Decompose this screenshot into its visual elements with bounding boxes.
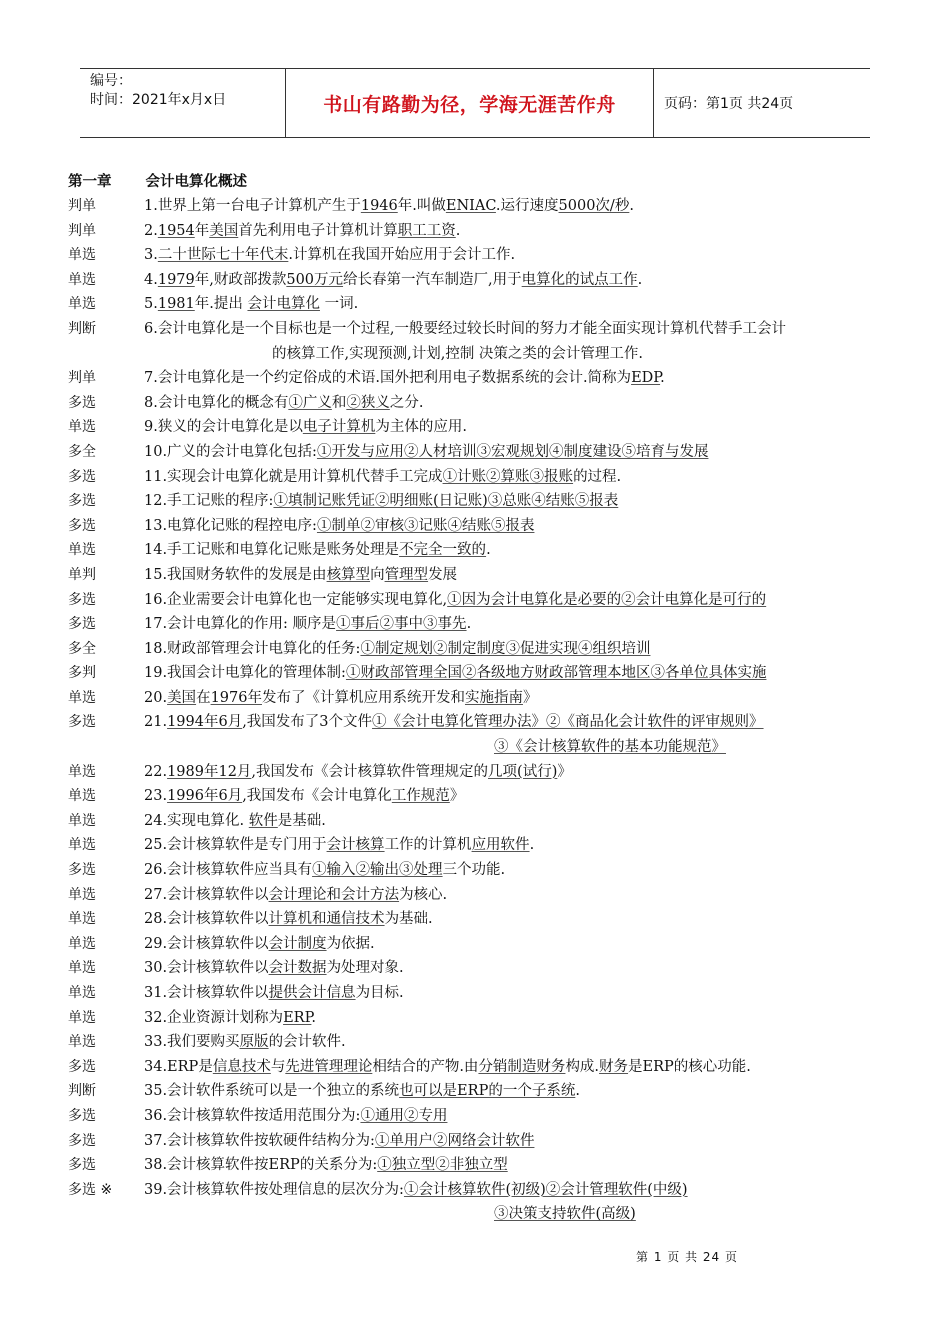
question-fragment: 年 (194, 222, 210, 239)
answer-underlined: 工作规范 (391, 788, 450, 805)
question-fragment: 24.实现电算化. (144, 812, 249, 829)
question-type: 多选 (68, 1157, 96, 1174)
question-list (68, 194, 908, 1227)
question-text (144, 858, 908, 883)
question-row (68, 563, 908, 588)
question-row (68, 1030, 908, 1055)
question-row (68, 661, 908, 686)
question-row (68, 219, 908, 244)
answer-underlined: ①制单②审核③记账④结账⑤报表 (316, 517, 535, 534)
question-text (144, 1030, 908, 1055)
question-type: 多选 (68, 616, 96, 633)
question-type: 单选 (68, 960, 96, 977)
question-fragment: . (311, 1009, 316, 1026)
question-fragment: 向 (370, 566, 385, 583)
question-fragment: 三个功能. (442, 862, 506, 879)
answer-underlined: 会计数据 (268, 960, 327, 977)
question-type: 多选 (68, 468, 96, 485)
question-text (144, 292, 908, 317)
question-text (144, 538, 908, 563)
question-text (144, 907, 908, 932)
question-row (68, 686, 908, 711)
question-fragment: 年.叫做 (397, 198, 446, 214)
question-fragment: 发布了《计算机应用系统开发和 (261, 689, 465, 706)
question-type: 单选 (68, 296, 96, 313)
chapter-number: 第一章 (68, 174, 112, 190)
question-fragment: 在 (196, 689, 211, 706)
question-type: 多选 (68, 1132, 96, 1149)
question-text (144, 563, 908, 588)
question-row (68, 637, 908, 662)
question-text (144, 760, 908, 785)
answer-underlined: 软件 (248, 812, 278, 829)
question-text (144, 833, 908, 858)
question-row (68, 342, 908, 367)
question-type: 多全 (68, 640, 96, 657)
question-row (68, 735, 908, 760)
question-fragment: 为核心. (399, 886, 448, 903)
question-text (144, 735, 908, 760)
question-type: 单选 (68, 689, 96, 706)
question-fragment: 构成. (565, 1058, 600, 1075)
answer-underlined: 职工工资 (397, 222, 456, 239)
answer-underlined: 应用软件 (471, 837, 530, 854)
question-fragment: 给长春第一汽车制造厂,用于 (343, 271, 522, 288)
question-text (144, 1055, 908, 1080)
question-fragment: 2. (144, 222, 158, 239)
answer-underlined: 会计理论和会计方法 (268, 886, 400, 903)
question-fragment: 5. (144, 296, 158, 313)
question-fragment: 27.会计核算软件以 (144, 886, 269, 903)
question-fragment: 年.提出 (194, 296, 248, 313)
question-fragment: 》 (522, 689, 538, 706)
question-text (144, 489, 908, 514)
question-fragment: ,我国发布了3个文件 (242, 714, 373, 731)
answer-underlined: 核算型 (326, 566, 371, 583)
question-fragment: 9.狭义的会计电算化是以 (144, 419, 303, 436)
question-text (144, 366, 908, 391)
question-type: 单选 (68, 788, 96, 805)
answer-underlined: ①开发与应用②人材培训③宏观规划④制度建设⑤培育与发展 (316, 443, 709, 460)
question-text (144, 1178, 908, 1203)
answer-underlined: 5000次/秒 (558, 198, 630, 214)
question-text (144, 194, 908, 219)
question-fragment: 39.会计核算软件按处理信息的层次分为: (144, 1181, 404, 1198)
question-fragment: 1.世界上第一台电子计算机产生于 (144, 198, 361, 214)
question-row (68, 489, 908, 514)
question-fragment: 首先利用电子计算机计算 (238, 222, 398, 239)
answer-underlined: ①填制记账凭证②明细账(日记账)③总账④结账⑤报表 (273, 493, 619, 510)
question-type: 判断 (68, 320, 96, 337)
question-text (144, 1079, 908, 1104)
answer-underlined: 信息技术 (212, 1058, 271, 1075)
header-motto: 书山有路勤为径，学海无涯苦作舟 (286, 69, 654, 137)
question-fragment: 4. (144, 271, 158, 288)
question-row (68, 1178, 908, 1203)
answer-underlined: 会计核算 (326, 837, 385, 854)
question-row (68, 391, 908, 416)
answer-underlined: 财务 (599, 1058, 629, 1075)
question-row (68, 710, 908, 735)
question-row (68, 514, 908, 539)
question-fragment: . (529, 837, 535, 854)
question-fragment: 发展 (428, 566, 458, 583)
question-fragment: 工作的计算机 (384, 837, 472, 854)
question-fragment: 22. (144, 763, 168, 780)
question-fragment: 7.会计电算化是一个约定俗成的术语.国外把利用电子数据系统的会计.简称为 (144, 370, 632, 387)
question-text (144, 465, 908, 490)
answer-underlined: 提供会计信息 (268, 985, 356, 1001)
question-fragment: 23. (144, 788, 168, 805)
answer-underlined: 分销制造财务 (478, 1058, 566, 1075)
answer-underlined: ①事后②事中③事先 (336, 616, 467, 633)
question-type: 多判 (68, 665, 96, 682)
answer-underlined: ③《会计核算软件的基本功能规范》 (494, 739, 726, 756)
header-meta (80, 69, 286, 137)
question-type: 单选 (68, 1009, 96, 1026)
answer-underlined: 1994年6月 (167, 714, 243, 731)
question-fragment: 37.会计核算软件按软硬件结构分为: (144, 1132, 375, 1149)
answer-underlined: 先进管理理论 (285, 1058, 373, 1075)
question-fragment: . (466, 616, 472, 633)
page-footer: 第 1 页 共 24 页 (636, 1250, 738, 1264)
answer-underlined: 会计制度 (268, 935, 327, 952)
question-fragment: ,我国发布《会计电算化 (242, 788, 392, 805)
question-text (144, 391, 908, 416)
question-fragment: 相结合的产物.由 (372, 1058, 479, 1075)
answer-underlined: ①输入②输出③处理 (312, 862, 443, 879)
question-text (144, 440, 908, 465)
question-type: 单选 (68, 985, 96, 1001)
question-text (144, 784, 908, 809)
question-text (144, 317, 908, 342)
question-text (144, 1006, 908, 1031)
question-type: 单选 (68, 763, 96, 780)
question-fragment: 是ERP的核心功能. (628, 1058, 751, 1075)
question-text (144, 637, 908, 662)
question-fragment: 与 (270, 1058, 286, 1075)
answer-underlined: 会计电算化 (247, 296, 320, 313)
question-row (68, 366, 908, 391)
question-fragment: 3. (144, 247, 158, 264)
question-row (68, 415, 908, 440)
question-fragment: 一词. (319, 296, 359, 313)
question-row (68, 194, 908, 219)
question-type: 多选 (68, 394, 96, 411)
question-text (144, 710, 908, 735)
answer-underlined: 1979 (157, 271, 195, 288)
question-row (68, 317, 908, 342)
question-row (68, 932, 908, 957)
question-type: 多选 (68, 1107, 96, 1124)
question-type: 单选 (68, 935, 96, 952)
question-fragment: 》 (557, 763, 572, 780)
answer-underlined: 1989年12月 (167, 763, 252, 780)
question-fragment: 8.会计电算化的概念有 (144, 394, 289, 411)
answer-underlined: 计算机和通信技术 (268, 911, 385, 928)
question-fragment: .计算机在我国开始应用于会计工作. (288, 247, 516, 264)
question-row (68, 760, 908, 785)
question-type: 多选 (68, 591, 96, 608)
question-type (68, 735, 144, 760)
answer-underlined: 管理型 (384, 566, 429, 583)
question-row (68, 440, 908, 465)
question-text (144, 1129, 908, 1154)
question-type: 判断 (68, 1083, 96, 1100)
question-type: 多选 (68, 1058, 96, 1075)
question-fragment: 29.会计核算软件以 (144, 935, 269, 952)
answer-underlined: EDP (631, 370, 661, 387)
question-fragment: . (486, 542, 491, 559)
question-type: 单选 (68, 886, 96, 903)
answer-underlined: 原版 (239, 1034, 269, 1051)
question-type: 单选 (68, 542, 96, 559)
question-type: 多选 (68, 517, 96, 534)
question-type: 判单 (68, 370, 96, 387)
question-fragment: 21. (144, 714, 168, 731)
answer-underlined: ①通用②专用 (360, 1107, 448, 1124)
question-text (144, 514, 908, 539)
question-type: 单选 (68, 1034, 96, 1051)
question-fragment: 18.财政部管理会计电算化的任务: (144, 640, 361, 657)
question-row (68, 1079, 908, 1104)
question-fragment: 是基础. (277, 812, 326, 829)
question-fragment: 13.电算化记账的程控电序: (144, 517, 317, 534)
question-fragment: 38.会计核算软件按ERP的关系分为: (144, 1157, 378, 1174)
question-type: 多选 (68, 862, 96, 879)
question-row (68, 907, 908, 932)
answer-underlined: ENIAC (445, 198, 496, 214)
question-text (144, 342, 908, 367)
question-row (68, 833, 908, 858)
chapter-heading (68, 170, 247, 191)
question-type (68, 1202, 144, 1227)
answer-underlined: ③决策支持软件(高级) (494, 1206, 636, 1223)
question-type: 多选 (68, 714, 96, 731)
question-row (68, 981, 908, 1006)
question-type: 判单 (68, 198, 96, 214)
question-fragment: 17.会计电算化的作用: 顺序是 (144, 616, 337, 633)
question-text (144, 686, 908, 711)
answer-underlined: 实施指南 (464, 689, 523, 706)
question-row (68, 784, 908, 809)
answer-underlined: 1981 (157, 296, 195, 313)
answer-underlined: 500万元 (286, 271, 344, 288)
question-fragment: . (575, 1083, 580, 1100)
question-fragment: 15.我国财务软件的发展是由 (144, 566, 327, 583)
question-fragment: ,我国发布《会计核算软件管理规定的 (251, 763, 489, 780)
question-fragment: 28.会计核算软件以 (144, 911, 269, 928)
question-type: 单选 (68, 271, 96, 288)
answer-underlined: ERP (283, 1009, 312, 1026)
answer-underlined: ①计账②算账③报账 (442, 468, 574, 485)
question-fragment: 年,财政部拨款 (194, 271, 287, 288)
answer-underlined: ①单用户②网络会计软件 (374, 1132, 535, 1149)
question-fragment: 36.会计核算软件按适用范围分为: (144, 1107, 361, 1124)
question-type: 单判 (68, 566, 96, 583)
question-text (144, 268, 908, 293)
question-fragment: 的核算工作,实现预测,计划,控制 决策之类的会计管理工作. (272, 345, 644, 362)
question-fragment: 的过程. (573, 468, 622, 485)
answer-underlined: 1954 (157, 222, 195, 239)
question-row (68, 1202, 908, 1227)
answer-underlined: ①《会计电算化管理办法》②《商品化会计软件的评审规则》 (372, 714, 764, 731)
question-fragment: 6.会计电算化是一个目标也是一个过程,一般要经过较长时间的努力才能全面实现计算机代替手工会计 (144, 320, 786, 337)
question-type: 单选 (68, 247, 96, 264)
question-text (144, 612, 908, 637)
question-fragment: 16.企业需要会计电算化也一定能够实现电算化, (144, 591, 448, 608)
question-fragment: 31.会计核算软件以 (144, 985, 269, 1001)
answer-underlined: ②狭义 (346, 394, 390, 411)
answer-underlined: ①因为会计电算化是必要的②会计电算化是可行的 (447, 591, 767, 608)
question-fragment: 之分. (389, 394, 424, 411)
question-fragment: 为处理对象. (326, 960, 404, 977)
answer-underlined: 美国 (209, 222, 239, 239)
question-text (144, 883, 908, 908)
question-fragment: 26.会计核算软件应当具有 (144, 862, 313, 879)
question-fragment: 30.会计核算软件以 (144, 960, 269, 977)
question-row (68, 1129, 908, 1154)
question-row (68, 883, 908, 908)
question-fragment: 34.ERP是 (144, 1058, 213, 1075)
question-text (144, 415, 908, 440)
doc-date-label: 时间：2021年x月x日 (90, 92, 227, 108)
question-text (144, 1202, 908, 1227)
question-fragment: 和 (331, 394, 347, 411)
question-fragment: 的会计软件. (268, 1034, 346, 1051)
answer-underlined: 也可以是ERP的一个子系统 (399, 1083, 576, 1100)
question-fragment: 11.实现会计电算化就是用计算机代替手工完成 (144, 468, 443, 485)
answer-underlined: 1996年6月 (167, 788, 243, 805)
question-fragment: . (455, 222, 461, 239)
question-fragment: . (660, 370, 665, 387)
question-fragment: 33.我们要购买 (144, 1034, 240, 1051)
question-fragment: 为主体的应用. (375, 419, 467, 436)
question-type: 单选 (68, 911, 96, 928)
question-row (68, 956, 908, 981)
question-row (68, 292, 908, 317)
header-page-info: 页码：第1页 共24页 (664, 96, 794, 112)
question-row (68, 588, 908, 613)
question-text (144, 219, 908, 244)
question-text (144, 932, 908, 957)
answer-underlined: 不完全一致的 (399, 542, 487, 559)
question-text (144, 661, 908, 686)
question-row (68, 809, 908, 834)
question-type: 多选 (68, 493, 96, 510)
question-type: 单选 (68, 812, 96, 829)
question-row (68, 465, 908, 490)
question-row (68, 1153, 908, 1178)
question-fragment: 为依据. (326, 935, 375, 952)
answer-underlined: 1946 (360, 198, 398, 214)
question-type: 判单 (68, 222, 96, 239)
chapter-title: 会计电算化概述 (145, 174, 247, 190)
question-text (144, 956, 908, 981)
answer-underlined: ①广义 (288, 394, 332, 411)
answer-underlined: 美国 (167, 689, 197, 706)
question-text (144, 1104, 908, 1129)
answer-underlined: 电子计算机 (302, 419, 376, 436)
question-fragment: 25.会计核算软件是专门用于 (144, 837, 327, 854)
question-fragment: 》 (449, 788, 465, 805)
question-row (68, 1055, 908, 1080)
answer-underlined: ①财政部管理全国②各级地方财政部管理本地区③各单位具体实施 (345, 665, 767, 682)
question-row (68, 612, 908, 637)
question-row (68, 538, 908, 563)
question-fragment: 19.我国会计电算化的管理体制: (144, 665, 346, 682)
question-fragment: 10.广义的会计电算化包括: (144, 443, 317, 460)
question-fragment: . (637, 271, 643, 288)
question-row (68, 268, 908, 293)
answer-underlined: ①独立型②非独立型 (377, 1157, 508, 1174)
question-text (144, 809, 908, 834)
question-type (68, 342, 144, 367)
question-fragment: 为目标. (355, 985, 404, 1001)
question-fragment: .运行速度 (495, 198, 559, 214)
question-fragment: 35.会计软件系统可以是一个独立的系统 (144, 1083, 400, 1100)
question-row (68, 243, 908, 268)
question-type: 多选 ※ (68, 1181, 113, 1198)
question-type: 单选 (68, 837, 96, 854)
question-fragment: 12.手工记账的程序: (144, 493, 274, 510)
question-text (144, 243, 908, 268)
answer-underlined: 二十世际七十年代末 (157, 247, 289, 264)
question-text (144, 1153, 908, 1178)
doc-number-label: 编号： (90, 73, 132, 89)
question-row (68, 1104, 908, 1129)
answer-underlined: 电算化的试点工作 (521, 271, 638, 288)
question-row (68, 858, 908, 883)
question-fragment: . (629, 198, 634, 214)
question-fragment: 14.手工记账和电算化记账是账务处理是 (144, 542, 400, 559)
question-fragment: 为基础. (384, 911, 433, 928)
question-type: 多全 (68, 443, 96, 460)
answer-underlined: ①制定规划②制定制度③促进实现④组织培训 (360, 640, 651, 657)
question-row (68, 1006, 908, 1031)
question-fragment: 32.企业资源计划称为 (144, 1009, 284, 1026)
answer-underlined: 几项(试行) (488, 763, 558, 780)
question-text (144, 981, 908, 1006)
question-text (144, 588, 908, 613)
answer-underlined: ①会计核算软件(初级)②会计管理软件(中级) (403, 1181, 688, 1198)
question-fragment: 20. (144, 689, 168, 706)
answer-underlined: 1976年 (210, 689, 262, 706)
page-header (80, 68, 870, 138)
question-type: 单选 (68, 419, 96, 436)
